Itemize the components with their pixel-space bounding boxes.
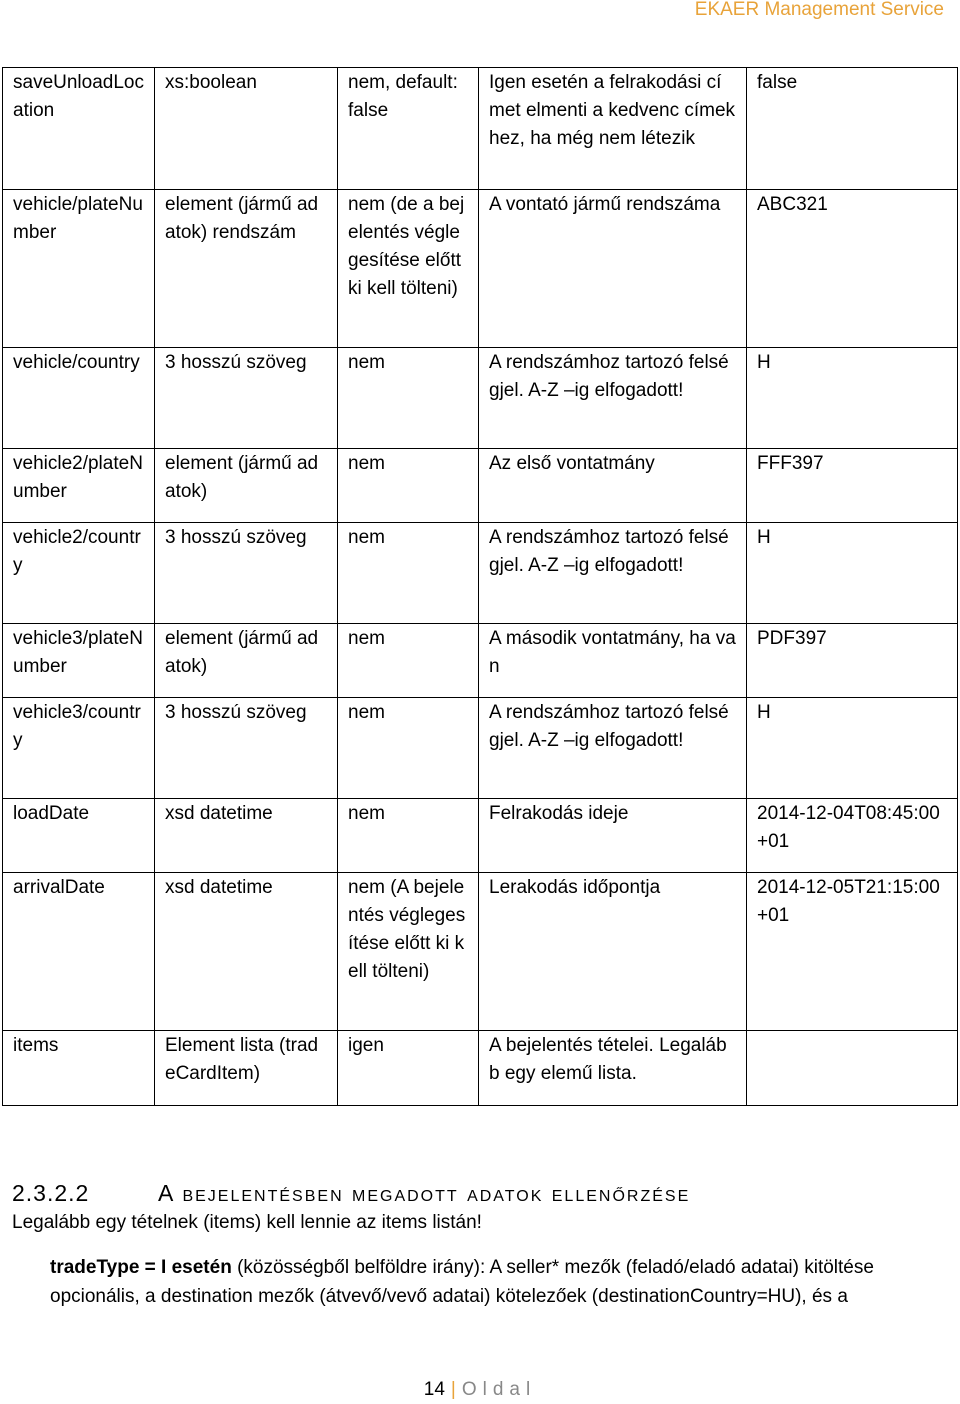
field-name-cell: arrivalDate (3, 873, 155, 1031)
field-description-cell: A bejelentés tételei. Legalább egy elemű lista. (479, 1031, 747, 1106)
field-description-cell: A második vontatmány, ha van (479, 624, 747, 698)
field-description-cell: A rendszámhoz tartozó felségjel. A-Z –ig elfogadott! (479, 348, 747, 449)
field-description-cell: A rendszámhoz tartozó felségjel. A-Z –ig elfogadott! (479, 698, 747, 799)
paragraph-bold-lead: tradeType = I esetén (50, 1257, 232, 1278)
field-example-cell: ABC321 (747, 190, 958, 348)
paragraph-items-rule: Legalább egy tételnek (items) kell lennie az items listán! (12, 1212, 482, 1233)
field-example-cell: H (747, 348, 958, 449)
field-type-cell: xs:boolean (155, 68, 338, 190)
field-required-cell: nem (de a bejelentés véglegesítése előtt ki kell tölteni) (338, 190, 479, 348)
field-name-cell: vehicle/plateNumber (3, 190, 155, 348)
header-brand: EKAER Management Service (694, 0, 944, 20)
field-example-cell: 2014-12-05T21:15:00+01 (747, 873, 958, 1031)
page-number: 14 (423, 1379, 445, 1400)
field-description-cell: Lerakodás időpontja (479, 873, 747, 1031)
section-number: 2.3.2.2 (12, 1180, 90, 1206)
field-name-cell: vehicle2/plateNumber (3, 449, 155, 523)
table-row (3, 624, 958, 698)
table-row (3, 449, 958, 523)
field-name-cell: saveUnloadLocation (3, 68, 155, 190)
field-type-cell: xsd datetime (155, 873, 338, 1031)
field-description-cell: Az első vontatmány (479, 449, 747, 523)
table-row (3, 68, 958, 190)
table-row (3, 873, 958, 1031)
field-name-cell: vehicle3/country (3, 698, 155, 799)
field-example-cell: 2014-12-04T08:45:00+01 (747, 799, 958, 873)
field-spec-table (2, 67, 958, 1106)
paragraph-tradetype-rule (50, 1253, 940, 1311)
footer-separator: | (450, 1379, 456, 1400)
table-row (3, 190, 958, 348)
field-required-cell: nem (338, 523, 479, 624)
table-row (3, 799, 958, 873)
field-name-cell: vehicle/country (3, 348, 155, 449)
field-description-cell: Felrakodás ideje (479, 799, 747, 873)
section-title: A bejelentésben megadott adatok ellenőrzése (158, 1180, 691, 1206)
field-type-cell: xsd datetime (155, 799, 338, 873)
table-row (3, 348, 958, 449)
field-type-cell: element (jármű adatok) rendszám (155, 190, 338, 348)
field-example-cell (747, 1031, 958, 1106)
table-row (3, 1031, 958, 1106)
field-type-cell: element (jármű adatok) (155, 624, 338, 698)
field-required-cell: nem (A bejelentés véglegesítése előtt ki kell tölteni) (338, 873, 479, 1031)
field-example-cell: H (747, 523, 958, 624)
field-description-cell: A rendszámhoz tartozó felségjel. A-Z –ig elfogadott! (479, 523, 747, 624)
field-type-cell: element (jármű adatok) (155, 449, 338, 523)
field-name-cell: vehicle3/plateNumber (3, 624, 155, 698)
field-example-cell: FFF397 (747, 449, 958, 523)
field-type-cell: 3 hosszú szöveg (155, 698, 338, 799)
field-name-cell: vehicle2/country (3, 523, 155, 624)
page-footer (0, 1376, 960, 1404)
field-required-cell: nem (338, 449, 479, 523)
field-example-cell: PDF397 (747, 624, 958, 698)
field-description-cell: A vontató jármű rendszáma (479, 190, 747, 348)
field-name-cell: items (3, 1031, 155, 1106)
field-type-cell: 3 hosszú szöveg (155, 523, 338, 624)
field-required-cell: nem (338, 624, 479, 698)
field-required-cell: nem (338, 698, 479, 799)
field-name-cell: loadDate (3, 799, 155, 873)
field-required-cell: nem (338, 348, 479, 449)
field-required-cell: nem, default: false (338, 68, 479, 190)
field-type-cell: 3 hosszú szöveg (155, 348, 338, 449)
section-heading (12, 1178, 690, 1208)
field-example-cell: H (747, 698, 958, 799)
field-type-cell: Element lista (tradeCardItem) (155, 1031, 338, 1106)
table-row (3, 698, 958, 799)
paragraph-rest: (közösségből belföldre irány): A seller* mezők (feladó/eladó adatai) kitöltése opcionális, a destination mezők (átvevő/vevő adatai) kötelezőek (destinationCountry=HU), és a (50, 1257, 874, 1307)
field-required-cell: igen (338, 1031, 479, 1106)
field-description-cell: Igen esetén a felrakodási címet elmenti a kedvenc címekhez, ha még nem létezik (479, 68, 747, 190)
field-required-cell: nem (338, 799, 479, 873)
page-word: Oldal (461, 1379, 537, 1400)
table-row (3, 523, 958, 624)
field-example-cell: false (747, 68, 958, 190)
